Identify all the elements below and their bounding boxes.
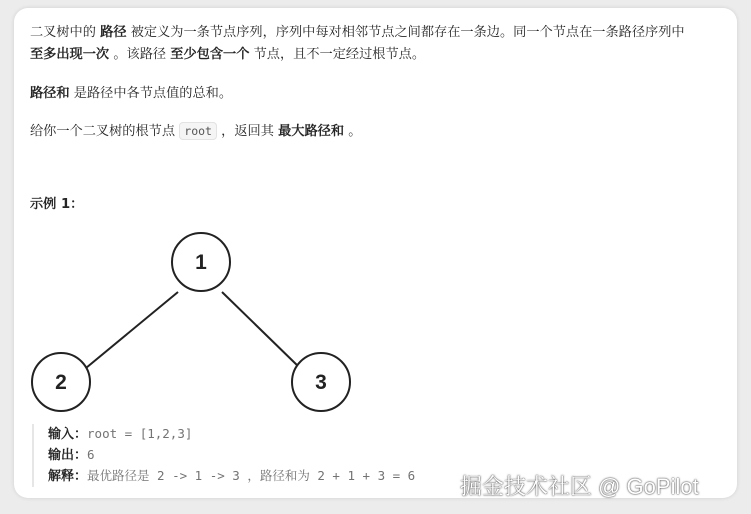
binary-tree-diagram xyxy=(14,220,414,420)
emphasis-at-least-one: 至少包含一个 xyxy=(170,47,250,62)
tree-node-1 xyxy=(172,233,230,291)
description-line-2 xyxy=(30,44,425,66)
tree-node-2 xyxy=(32,353,90,411)
tree-node-label: 1 xyxy=(195,251,207,274)
example-block xyxy=(32,424,415,487)
output-label: 输出： xyxy=(48,448,88,463)
explanation-label: 解释： xyxy=(48,469,88,484)
example-explanation-row xyxy=(48,466,415,487)
tree-node-label: 3 xyxy=(315,371,327,394)
text: 二叉树中的 xyxy=(30,25,101,40)
description-line-1 xyxy=(30,22,685,44)
text: 节点，且不一定经过根节点。 xyxy=(249,47,426,62)
input-value: root = [1,2,3] xyxy=(87,426,193,441)
inline-code-root: root xyxy=(179,122,217,140)
text: 。 xyxy=(344,124,362,139)
output-value: 6 xyxy=(87,447,95,462)
explanation-value: 最优路径是 2 -> 1 -> 3 ，路径和为 2 + 1 + 3 = 6 xyxy=(87,468,416,483)
description-line-3 xyxy=(30,83,232,105)
text: 是路径中各节点值的总和。 xyxy=(69,86,233,101)
watermark: 掘金技术社区 @ GoPilot xyxy=(460,474,699,499)
text: ，返回其 xyxy=(216,124,279,139)
term-path: 路径 xyxy=(100,25,127,40)
tree-node-3 xyxy=(292,353,350,411)
description-line-4 xyxy=(30,120,361,143)
tree-edge-1-2 xyxy=(86,292,178,368)
emphasis-at-most-once: 至多出现一次 xyxy=(30,47,110,62)
text: 。该路径 xyxy=(109,47,171,62)
example-title: 示例 1： xyxy=(30,197,84,212)
tree-edge-1-3 xyxy=(222,292,300,368)
problem-card xyxy=(14,8,737,498)
tree-node-label: 2 xyxy=(55,371,67,394)
input-label: 输入： xyxy=(48,427,88,442)
term-max-path-sum: 最大路径和 xyxy=(278,124,345,139)
text: 给你一个二叉树的根节点 xyxy=(30,124,180,139)
text: 被定义为一条节点序列，序列中每对相邻节点之间都存在一条边。同一个节点在一条路径序列中 xyxy=(126,25,685,40)
example-output-row xyxy=(48,445,415,466)
example-input-row xyxy=(48,424,415,445)
term-path-sum: 路径和 xyxy=(30,86,70,101)
